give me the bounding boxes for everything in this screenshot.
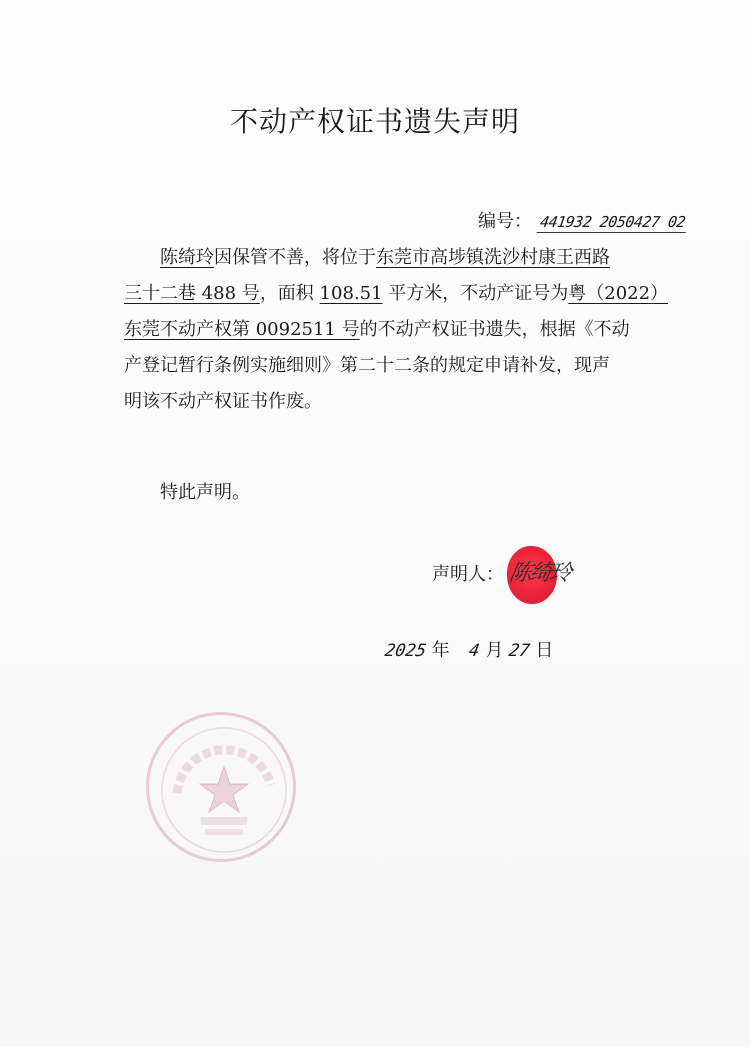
paragraph-line xyxy=(124,240,664,276)
date-day: 27 xyxy=(507,641,532,661)
date-month-unit: 月 xyxy=(485,640,504,661)
paragraph-text: ，面积 xyxy=(259,283,320,304)
number-value: 441932 2050427 02 xyxy=(536,213,688,233)
paragraph-text: 平方米，不动产证号为 xyxy=(382,283,569,304)
paragraph-text: 因保管不善，将位于 xyxy=(214,247,376,268)
handwritten-signature: 陈绮玲 xyxy=(507,561,572,586)
number-label: 编号： xyxy=(478,211,532,232)
date-line xyxy=(385,636,553,662)
document-title: 不动产权证书遗失声明 xyxy=(229,105,520,138)
certificate-number-cont: 东莞不动产权第 0092511 号 xyxy=(124,319,360,340)
property-address-cont: 三十二巷 488 号 xyxy=(124,283,260,304)
date-day-unit: 日 xyxy=(535,640,554,661)
property-address: 东莞市高埗镇洗沙村康王西路 xyxy=(376,247,610,268)
date-month: 4 xyxy=(467,641,482,661)
declaration-paragraph xyxy=(124,240,669,420)
closing-statement: 特此声明。 xyxy=(160,482,250,503)
certificate-number: 粤（2022） xyxy=(568,283,669,304)
paragraph-line xyxy=(124,276,669,312)
seal-graphic xyxy=(149,715,299,865)
paragraph-line: 产登记暂行条例实施细则》第二十二条的规定申请补发，现声 xyxy=(124,355,610,376)
paragraph-line xyxy=(124,312,664,348)
date-year-unit: 年 xyxy=(431,640,450,661)
property-area: 108.51 xyxy=(319,283,383,304)
declarant-line xyxy=(432,560,504,586)
paragraph-text: 的不动产权证书遗失，根据《不动 xyxy=(359,319,630,340)
declarant-label: 声明人： xyxy=(432,564,504,585)
number-line xyxy=(478,207,687,233)
declarant-name: 陈绮玲 xyxy=(160,247,214,268)
official-seal xyxy=(146,712,296,862)
date-year: 2025 xyxy=(383,641,428,661)
paragraph-line: 明该不动产权证书作废。 xyxy=(124,391,322,412)
